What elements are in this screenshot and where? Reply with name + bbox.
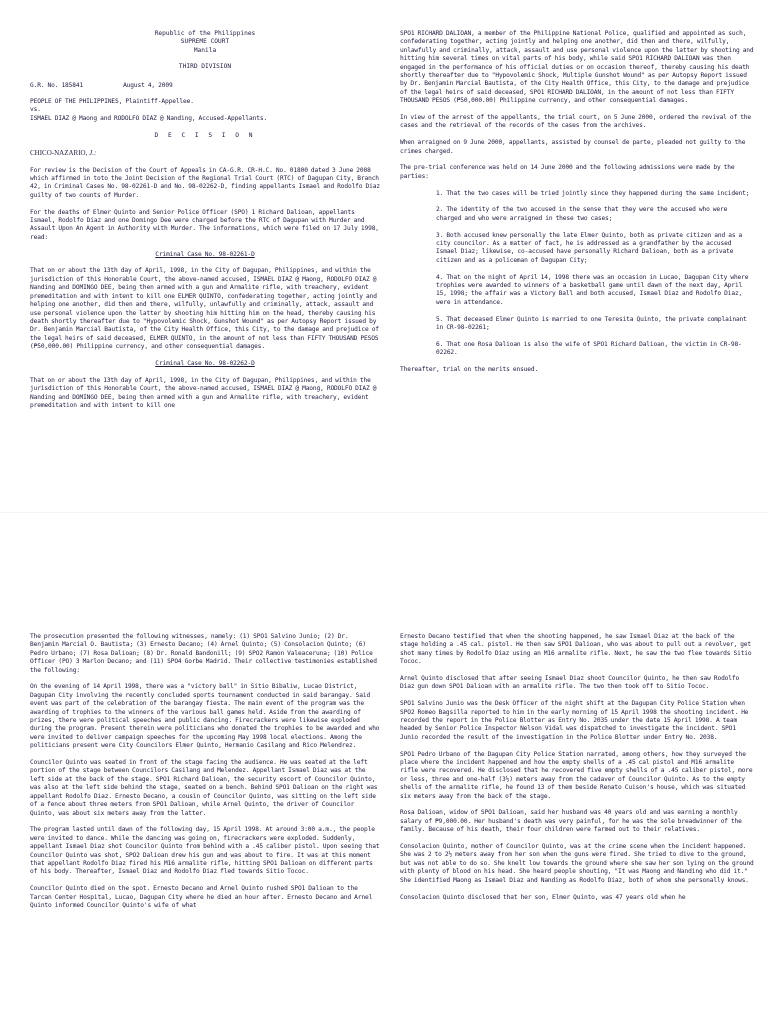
page1-left-column (30, 30, 380, 512)
parties-line-1: PEOPLE OF THE PHILIPPINES, Plaintiff-Appellee. (30, 98, 194, 106)
paragraph: Arnel Quinto disclosed that after seeing Ismael Diaz shoot Councilor Quinto, he then saw Rodolfo Diaz gun down SPO1 Dalioan with an armalite rifle. The two then took off to Sitio Tococ. (400, 675, 740, 691)
page1-right-column (400, 30, 755, 512)
paragraph: Ernesto Decano testified that when the shooting happened, he saw Ismael Diaz at the back of the stage holding a .45 cal. pistol. He then saw SPO1 Dalioan, who was about to pull out a revolver, get shot many times by Rodolfo Diaz using an M16 armalite rifle. Next, he saw the two flee towards Sitio Tococ. (400, 633, 752, 666)
paragraph: Thereafter, trial on the merits ensued. (400, 366, 539, 374)
case2-heading: Criminal Case No. 98-02262-D (155, 359, 255, 367)
court-header (30, 30, 380, 72)
judge-suffix: J.: (89, 148, 97, 157)
paragraph: SPO1 Salvino Junio was the Desk Officer of the night shift at the Dagupan City Police Station when SPO2 Romeo Bagsilla reported to him in the early morning of 15 April 1998 the shooting incident. He recorded the report in the Police Blotter as Entry No. 2035 under the date 15 April 1998. A team headed by Senior Police Inspector Nelson Vidal was dispatched to investigate the incident. SPO1 Junio recorded the result of the investigation in the Police Blotter under Entry No. 2038. (400, 700, 749, 741)
parties-line-2: vs. (30, 106, 41, 114)
paragraph: For the deaths of Elmer Quinto and Senior Police Officer (SPO) 1 Richard Dalioan, appellants Ismael, Rodolfo Diaz and one Domingo Dee were charged before the RTC of Dagupan with Murder and Assault Upon An Agent in Authority with Murder. The informations, which were filed on 17 July 1998, read: (30, 208, 379, 241)
paragraph: SPO1 RICHARD DALIOAN, a member of the Philippine National Police, qualified and appointed as such, confederating together, acting jointly and helping one another, did then and there, wilfully, unlawfully and criminally, attack, assault and use personal violence upon the latter by shooting and hitting him several times on vital parts of his body, while said SPO1 RICHARD DALIOAN was then engaged in the performance of his official duties or on occasion thereof, thereby causing his death shortly thereafter due to "Hypovolemic Shock, Multiple Gunshot Wound" as per Autopsy Report issued by Dr. Benjamin Marcial Bautista, of the City Health Office, this City, to the damage and prejudice of the legal heirs of said deceased, SPO1 RICHARD DALIOAN, in the amount of not less than FIFTY THOUSAND PESOS (₱50,000.00) Philippine currency, and other consequential damages. (400, 30, 754, 105)
document-page-2 (0, 512, 768, 1024)
paragraph: For review is the Decision of the Court of Appeals in CA-G.R. CR-H.C. No. 01800 dated 3 June 2008 which affirmed in toto the Joint Decision of the Regional Trial Court (RTC) of Dagupan City, Branch 42, in Criminal Cases No. 98-02261-D and No. 98-02262-D, finding appellants Ismael and Rodolfo Diaz guilty of two counts of Murder. (30, 166, 380, 199)
admission-item: 4. That on the night of April 14, 1998 there was an occasion in Lucao, Dagupan City where trophies were awarded to winners of a basketball game until dawn of the next day, April 15, 1998; the affair was a Victory Ball and both accused, Ismael Diaz and Rodolfo Diaz, were in attendance. (436, 273, 749, 306)
admission-item: 1. That the two cases will be tried jointly since they happened during the same incident; (436, 189, 750, 197)
admission-item: 2. The identity of the two accused in the sense that they were the accused who were charged and who were arraigned in these two cases; (436, 206, 728, 222)
decision-title: D E C I S I O N (154, 131, 256, 139)
paragraph: SPO1 Pedro Urbano of the Dagupan City Police Station narrated, among others, how they surveyed the place where the incident happened and how the empty shells of a .45 cal pistol and M16 armalite rifle were recovered. He disclosed that he recovered five empty shells of a .45 caliber pistol, more or less, three and one-half (3½) meters away from the cadaver of Councilor Quinto. As to the empty shells of the armalite rifle, he found 13 of them beside Renato Cuison's house, which was situated six meters away from the back of the stage. (400, 750, 753, 800)
judge-name: CHICO-NAZARIO, (30, 148, 88, 157)
page2-left-column (30, 633, 380, 1024)
case1-information: That on or about the 13th day of April, 1998, in the City of Dagupan, Philippines, and within the jurisdiction of this Honorable Court, the above-named accused, ISMAEL DIAZ @ Maong, RODOLFO DIAZ @ Nanding and DOMINGO DEE, being then armed with a gun and Armalite rifle, with treachery, evident premeditation and with intent to kill one ELMER QUINTO, confederating together, acting jointly and helping one another, did then and there, wilfully, unlawfully and criminally, attack, assault and use personal violence upon the latter by shooting him hitting him on the head, thereby causing his death shortly thereafter due to "Hypovolemic Shock, Gunshot Wound" as per Autopsy Report issued by Dr. Benjamin Marcial Bautista, of the City Health Office, this City, to the damage and prejudice of the legal heirs of said deceased, ELMER QUINTO, in the amount of not less than FIFTY THOUSAND PESOS (₱50,000.00) Philippine currency, and other consequential damages. (30, 267, 379, 351)
admission-item: 3. Both accused knew personally the late Elmer Quinto, both as private citizen and as a city councilor. As a matter of fact, he is addressed as a grandfather by the accused Ismael Diaz; likewise, co-accused have personally Richard Dalioan, both as a private citizen and as a policeman of Dagupan City; (436, 231, 743, 264)
ponente (30, 149, 380, 157)
case2-information: That on or about the 13th day of April, 1998, in the City of Dagupan, Philippines, and within the jurisdiction of this Honorable Court, the above-named accused, ISMAEL DIAZ @ Maong, RODOLFO DIAZ @ Nanding and DOMINGO DEE, being then armed with a gun and Armalite rifle, with treachery, evident premeditation and with intent to kill one (30, 376, 377, 409)
case-number: G.R. No. 185841 (30, 81, 84, 89)
paragraph: In view of the arrest of the appellants, the trial court, on 5 June 2000, ordered the revival of the cases and the retrieval of the records of the cases from the archives. (400, 114, 752, 130)
parties-line-3: ISMAEL DIAZ @ Maong and RODOLFO DIAZ @ Nanding, Accused-Appellants. (30, 114, 268, 122)
paragraph: Councilor Quinto was seated in front of the stage facing the audience. He was seated at the left portion of the stage between Councilors Casilang and Melendez. Appellant Ismael Diaz was at the left side at the back of the stage. SPO1 Richard Dalioan, the security escort of Councilor Quinto, was also at the left side behind the stage, seated on a bench. Behind SPO1 Dalioan on the right was appellant Rodolfo Diaz. Ernesto Decano, a cousin of Councilor Quinto, was sitting on the left side of a fence about three meters from SPO1 Dalioan, while Arnel Quinto, the driver of Councilor Quinto, was about six meters away from the latter. (30, 759, 378, 817)
case1-heading: Criminal Case No. 98-02261-D (155, 250, 255, 258)
paragraph: Councilor Quinto died on the spot. Ernesto Decano and Arnel Quinto rushed SPO1 Dalioan to the Tarcan Center Hospital, Lucao, Dagupan City where he died an hour after. Ernesto Decano and Arnel Quinto informed Councilor Quinto's wife of what (30, 885, 373, 909)
page2-right-column (400, 633, 755, 1024)
court-line: SUPREME COURT (180, 38, 230, 46)
admission-item: 5. That deceased Elmer Quinto is married to one Teresita Quinto, the private complainant in CR-98-02261; (436, 315, 747, 332)
paragraph: When arraigned on 9 June 2000, appellants, assisted by counsel de parte, pleaded not guilty to the crimes charged. (400, 139, 746, 155)
paragraph: Rosa Dalioan, widow of SPO1 Dalioan, said her husband was 40 years old and was earning a monthly salary of ₱9,000.00. Her husband's death was very painful, for he was the sole breadwinner of the family. Because of his death, their four children were farmed out to their relatives. (400, 809, 742, 834)
admission-item: 6. That one Rosa Dalioan is also the wife of SPO1 Richard Dalioan, the victim in CR-98-02262. (436, 340, 742, 357)
case-date: August 4, 2009 (123, 81, 173, 89)
republic-line: Republic of the Philippines (154, 30, 256, 37)
division-line: THIRD DIVISION (178, 63, 232, 71)
paragraph: On the evening of 14 April 1998, there was a "victory ball" in Sitio Bibaliw, Lucao District, Dagupan City involving the recently concluded sports tournament conducted in said barangay. Said event was part of the celebration of the barangay fiesta. The main event of the program was the awarding of trophies to the winners of the various ball games held. Aside from the awarding of prizes, there were political speeches and public dancing. Firecrackers were likewise exploded during the program. Present therein were politicians who donated the trophies to be awarded and who were invited to deliver campaign speeches for the upcoming May 1998 local elections. Among the politicians present were City Councilors Elmer Quinto, Hermanio Casilang and Rico Melendrez. (30, 683, 380, 750)
paragraph: Consolacion Quinto, mother of Councilor Quinto, was at the crime scene when the incident happened. She was 2 to 2½ meters away from her son when the guns were fired. She tried to dive to the ground, but was not able to do so. She knelt low towards the ground where she saw her son lying on the ground with plenty of blood on his head. She heard people shouting, "It was Maong and Nanding who did it." She identified Maong as Ismael Diaz and Nanding as Rodolfo Diaz, both of whom she personally knows. (400, 843, 754, 884)
paragraph: The pre-trial conference was held on 14 June 2000 and the following admissions were made by the parties: (400, 164, 735, 180)
case-number-line (30, 82, 380, 90)
city-line: Manila (193, 46, 217, 54)
paragraph: Consolacion Quinto disclosed that her son, Elmer Quinto, was 47 years old when he (400, 893, 686, 901)
paragraph: The prosecution presented the following witnesses, namely: (1) SPO1 Salvino Junio; (2) Dr. Benjamin Marcial O. Bautista; (3) Ernesto Decano; (4) Arnel Quinto; (5) Consolacion Quinto; (6) Pedro Urbano; (7) Rosa Dalioan; (8) Dr. Ronald Bandonill; (9) SPO2 Ramon Valeaceruna; (10) Police Officer (PO) 3 Marlon Decano; and (11) SPO4 Gorbe Madrid. Their collective testimonies established the following: (30, 633, 377, 674)
paragraph: The program lasted until dawn of the following day, 15 April 1998. At around 3:00 a.m., the people were invited to dance. While the dancing was going on, firecrackers were exploded. Suddenly, appellant Ismael Diaz shot Councilor Quinto from behind with a .45 caliber pistol. Upon seeing that Councilor Quinto was shot, SPO2 Dalioan drew his gun and was about to fire. It was at this moment that appellant Rodolfo Diaz fired his M16 armalite rifle, hitting SPO1 Dalioan on different parts of his body. Thereafter, Ismael Diaz and Rodolfo Diaz fled towards Sitio Tococ. (30, 826, 380, 876)
